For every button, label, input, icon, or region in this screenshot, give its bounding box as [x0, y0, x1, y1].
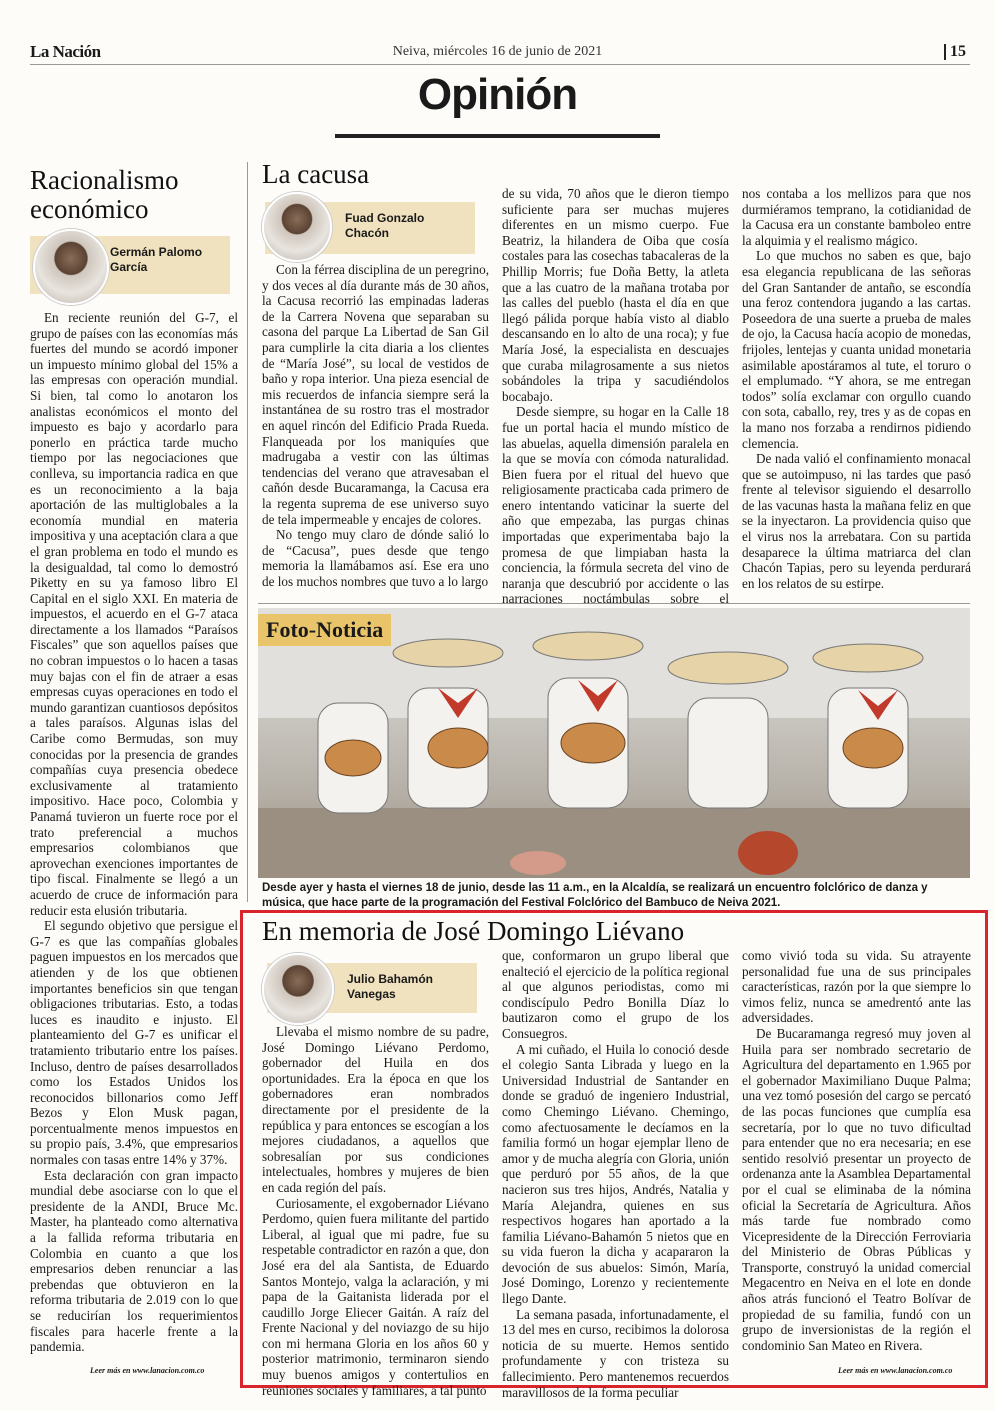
article3-col3 — [742, 948, 971, 1353]
article3-col2 — [502, 948, 729, 1400]
article3-col1 — [262, 1024, 489, 1398]
column-divider — [247, 162, 248, 902]
section-underline — [335, 134, 660, 138]
article2-author: Fuad Gonzalo Chacón — [345, 211, 425, 240]
article2-col3 — [742, 186, 971, 591]
musicians-illustration — [258, 608, 970, 878]
article2-paragraph: Lo que muchos no saben es que, bajo esa elegancia republicana de las señoras del Gran Santander de antaño, se escondía una feroz contendora jugando a las cartas. Poseedora de una suerte a prueba de males de ojo, la Cacusa hacía acopio de monedas, frijoles, lentejas y cuanta unidad monetaria asimilable apostáramos al tute, el toruro o el emplumado. “Y ahora, se me entregan todos” solía exclamar con orgullo cuando con sota, caballo, rey, tres y as de copas en la mano nos forzaba a rendirnos pidiendo clemencia. — [742, 248, 971, 451]
article1-title: Racionalismo económico — [30, 165, 179, 224]
dateline: Neiva, miércoles 16 de junio de 2021 — [392, 44, 603, 59]
article2-paragraph: Con la férrea disciplina de un peregrino, y dos veces al día durante más de 30 años, la Cacusa recorrió las empinadas laderas de la Carrera Novena que separaban su casona del parque La Libertad de San Gil para cumplirle la cita diaria a los clientes de “María José”, su local de vestidos de baño y ropa interior. Una pieza esencial de mis recuerdos de infancia siempre será la instantánea de su rostro tras el mostrador en aquel rincón del Edificio Prada Rueda. Flanqueada por los maniquíes que madrugaba a vestir con las últimas tendencias del verano que atravesaban el cañón desde Bucaramanga, la Cacusa era la regenta suprema de ese universo suyo de tela impermeable y encajes de colores. — [262, 262, 489, 527]
author-photo-fuad-chacon — [262, 192, 332, 262]
article1-paragraph: En reciente reunión del G-7, el grupo de países con las economías más fuertes del mundo se acordó imponer un impuesto mínimo global del 15% a las empresas con operación mundial. Si bien, tal como lo anotaron los analistas económicos el monto del impuesto es bajo y acordarlo para ponerlo en práctica tarde mucho tiempo por las negociaciones que conlleva, su importancia radica en que es un reconocimiento a la baja aportación de las multiglobales a la economía mundial en materia impositiva y una aceptación clara a que el gran problema en todo el mundo es la desigualdad, tal como lo demostró Piketty en su ya famoso libro El Capital en el siglo XXI. En materia de impuestos, el acuerdo en el G-7 ataca directamente a los llamados “Paraísos Fiscales” que son aquellos países que no cobran impuestos o lo hacen a tasas muy bajas con el fin de atraer a esas empresas cuyas operaciones en todo el mundo garantizan cuantiosos depósitos a tales paraísos. Algunas islas del Caribe como Bermudas, son muy conocidas por la presencia de grandes compañías cuya presencia obedece exclusivamente al tratamiento impositivo. Hace poco, Colombia y Panamá tuvieron un fuerte roce por el trato preferencial a muchos empresarios colombianos que aprovechan exenciones importantes de tipo fiscal. Finalmente se llegó a un acuerdo de cruce de información para reducir esta elusión tributaria. — [30, 310, 238, 918]
article3-paragraph: Curiosamente, el exgobernador Liévano Perdomo, quien fuera militante del partido Liberal, al igual que mi padre, fue su respetable contradictor en razón a que, don José era del ala Santista, de Eduardo Santos Montejo, valga la aclaración, y mi papa de la Gaitanista liderada por el caudillo Jorge Eliecer Gaitán. A raíz del Frente Nacional y del noviazgo de su hijo con mi hermana Gloria en los años 60 y posterior matrimonio, terminaron siendo muy buenos amigos y contertulios en reuniones sociales y familiares, a tal punto — [262, 1195, 489, 1398]
article1-author: Germán Palomo García — [110, 245, 203, 274]
author-photo-german-palomo — [33, 229, 109, 305]
article2-paragraph: de su vida, 70 años que le dieron tiempo suficiente para ser muchas mujeres diferentes en un mismo cuerpo. Fue Beatriz, la hilandera de Oiba que cosía costales para las cosechas tabacaleras de la Phillip Morris; fue Doña Betty, la atleta que a las cuatro de la mañana trotaba por las calles del pueblo (hasta el día en que llegó pálida porque había visto al diablo descansando en lo alto de una roca); y fue María José, la especialista en descuajes que curaba milagrosamente a sus nietos sobándoles la tripa y sacudiéndolos bocabajo. — [502, 186, 729, 404]
page-number: 15 — [944, 44, 966, 60]
foto-noticia-photo — [258, 608, 970, 878]
masthead-logo: La Nación — [30, 42, 101, 61]
article2-col1 — [262, 262, 489, 589]
article3-author: Julio Bahamón Vanegas — [347, 972, 434, 1001]
author-photo-julio-bahamon — [262, 953, 334, 1025]
article1-read-more-link[interactable]: Leer más en www.lanacion.com.co — [90, 1366, 205, 1375]
article3-title: En memoria de José Domingo Liévano — [262, 916, 685, 946]
article1-body — [30, 310, 238, 1355]
article2-paragraph: nos contaba a los mellizos para que nos durmiéramos temprano, la cotidianidad de la Cacusa era un constante bamboleo entre la alquimia y el realismo mágico. — [742, 186, 971, 248]
article2-title: La cacusa — [262, 159, 370, 189]
article3-read-more-link[interactable]: Leer más en www.lanacion.com.co — [838, 1366, 953, 1375]
section-title: Opinión — [417, 70, 578, 119]
article3-paragraph: La semana pasada, infortunadamente, el 13 del mes en curso, recibimos la dolorosa noticia de su muerte. Hemos sentido profundamente y con tristeza su fallecimiento. Pero mantenemos recuerdos maravillosos de la forma peculiar — [502, 1306, 729, 1400]
foto-noticia-caption: Desde ayer y hasta el viernes 18 de junio, desde las 11 a.m., en la Alcaldía, se realizará un encuentro folclórico de danza y música, que hace parte de la programación del Festival Folclórico del Bambuco de Neiva 2021. — [262, 882, 928, 909]
article3-paragraph: como vivió toda su vida. Su atrayente personalidad fue una de sus principales características, razón por la que siempre lo vimos feliz, nunca se amedrentó ante las adversidades. — [742, 948, 971, 1026]
article1-paragraph: El segundo objetivo que persigue el G-7 es que las compañías globales paguen impuestos en los mercados que atienden y de los que obtienen importantes beneficios sin que tengan obligaciones tributarias. Esto, a todas luces es inaudito e injusto. El planteamiento del G-7 es unificar el tratamiento tributario entre los países. Incluso, dentro de países desarrollados como los Estados Unidos los reconocidos billonarios como Jeff Bezos y Elon Musk pagan, porcentualmente menos impuestos en su propio país, 3.4%, que empresarios normales con tasas entre 14% y 37%. — [30, 918, 238, 1168]
article2-paragraph: No tengo muy claro de dónde salió lo de “Cacusa”, pues desde que tengo memoria la llamábamos así. Ese era uno de los muchos nombres que tuvo a lo largo — [262, 527, 489, 589]
article2-paragraph: De nada valió el confinamiento monacal que se autoimpuso, ni las tardes que pasó frente al televisor siguiendo el desarrollo de las vacunas hasta la mañana feliz en que se la inyectaron. La providencia quiso que el virus nos la arrebatara. Con su partida desaparece la última matriarca del clan Chacón Tapias, pero su leyenda perdurará en los relatos de su estirpe. — [742, 451, 971, 591]
article2-paragraph: Desde siempre, su hogar en la Calle 18 fue un portal hacia el mundo místico de las abuelas, aquella dimensión paralela en la que se movía con cómoda naturalidad. Bien fuera por el ritual del huevo que religiosamente practicaba cada primero de enero intentando vaticinar la suerte del año que empezaba, las purgas chinas importadas que experimentaba bajo la promesa de que limpiaban hasta la conciencia, la fórmula secreta del vino de naranja que descubrió por accidente o las narraciones noctámbulas sobre el — [502, 404, 729, 607]
article3-paragraph: Llevaba el mismo nombre de su padre, José Domingo Liévano Perdomo, gobernador del Huila en dos oportunidades. Era la época en que los gobernadores eran nombrados directamente por el presidente de la república y para entonces se escogían a los mejores ciudadanos, a aquellos que sobresalían por sus condiciones intelectuales, hombres y mujeres de bien en cada región del país. — [262, 1024, 489, 1195]
article3-paragraph: De Bucaramanga regresó muy joven al Huila para ser nombrado secretario de Agricultura del departamento en 1.965 por el gobernador Maximiliano Duque Palma; una vez tomó posesión del cargo se percató de las pocas funciones que cumplía esa secretaría, por lo que no tuvo dificultad para entender que no era necesaria; en ese sentido resolvió presentar un proyecto de ordenanza ante la Asamblea Departamental por el cual se eliminaba de la nómina oficial la Secretaría de Agricultura. Años más tarde fue nombrado como Vicepresidente de la Dirección Ferroviaria del Ministerio de Obras Públicas y Transporte, construyó la unidad comercial Megacentro en Neiva en el lote en donde años atrás funcionó el Teatro Bolívar de propiedad de su familia, fundó con un grupo de inversionistas de la región el condominio San Mateo en Rivera. — [742, 1025, 971, 1353]
foto-noticia-label: Foto-Noticia — [258, 614, 391, 646]
header-divider — [30, 64, 970, 65]
article1-paragraph: Esta declaración con gran impacto mundial debe asociarse con lo que el presidente de la ANDI, Bruce Mc. Master, ha planteado como alternativa a la fallida reforma tributaria en Colombia en cuanto a que los empresarios deben renunciar a las prebendas que obtuvieron en la reforma tributaria de 2.019 con lo que se reducirían los requerimientos fiscales para hacerle frente a la pandemia. — [30, 1167, 238, 1355]
article3-paragraph: A mi cuñado, el Huila lo conoció desde el colegio Santa Librada y luego en la Universidad Industrial de Santander en donde se graduó de ingeniero Industrial, como Chemingo Liévano. Chemingo, como afectuosamente le decíamos en la familia formó un hogar ejemplar lleno de amor y de mucha alegría con Gloria, unión que perduró por 55 años, de la que nacieron sus tres hijos, Andrés, Natalia y María Alejandra, quienes en sus respectivos hogares han aportado a la familia Liévano-Bahamón 5 nietos que en su vida fueron la dicha y acapararon la devoción de sus abuelos: Simón, María, José Domingo, Lorenzo y recientemente llego Dante. — [502, 1041, 729, 1307]
article2-col2 — [502, 186, 729, 623]
article3-paragraph: que, conformaron un grupo liberal que enalteció el ejercicio de la política regional al que algunos periodistas, como mi condiscípulo Pedro Bonilla Díaz lo bautizaron como el grupo de los Consuegros. — [502, 948, 730, 1041]
